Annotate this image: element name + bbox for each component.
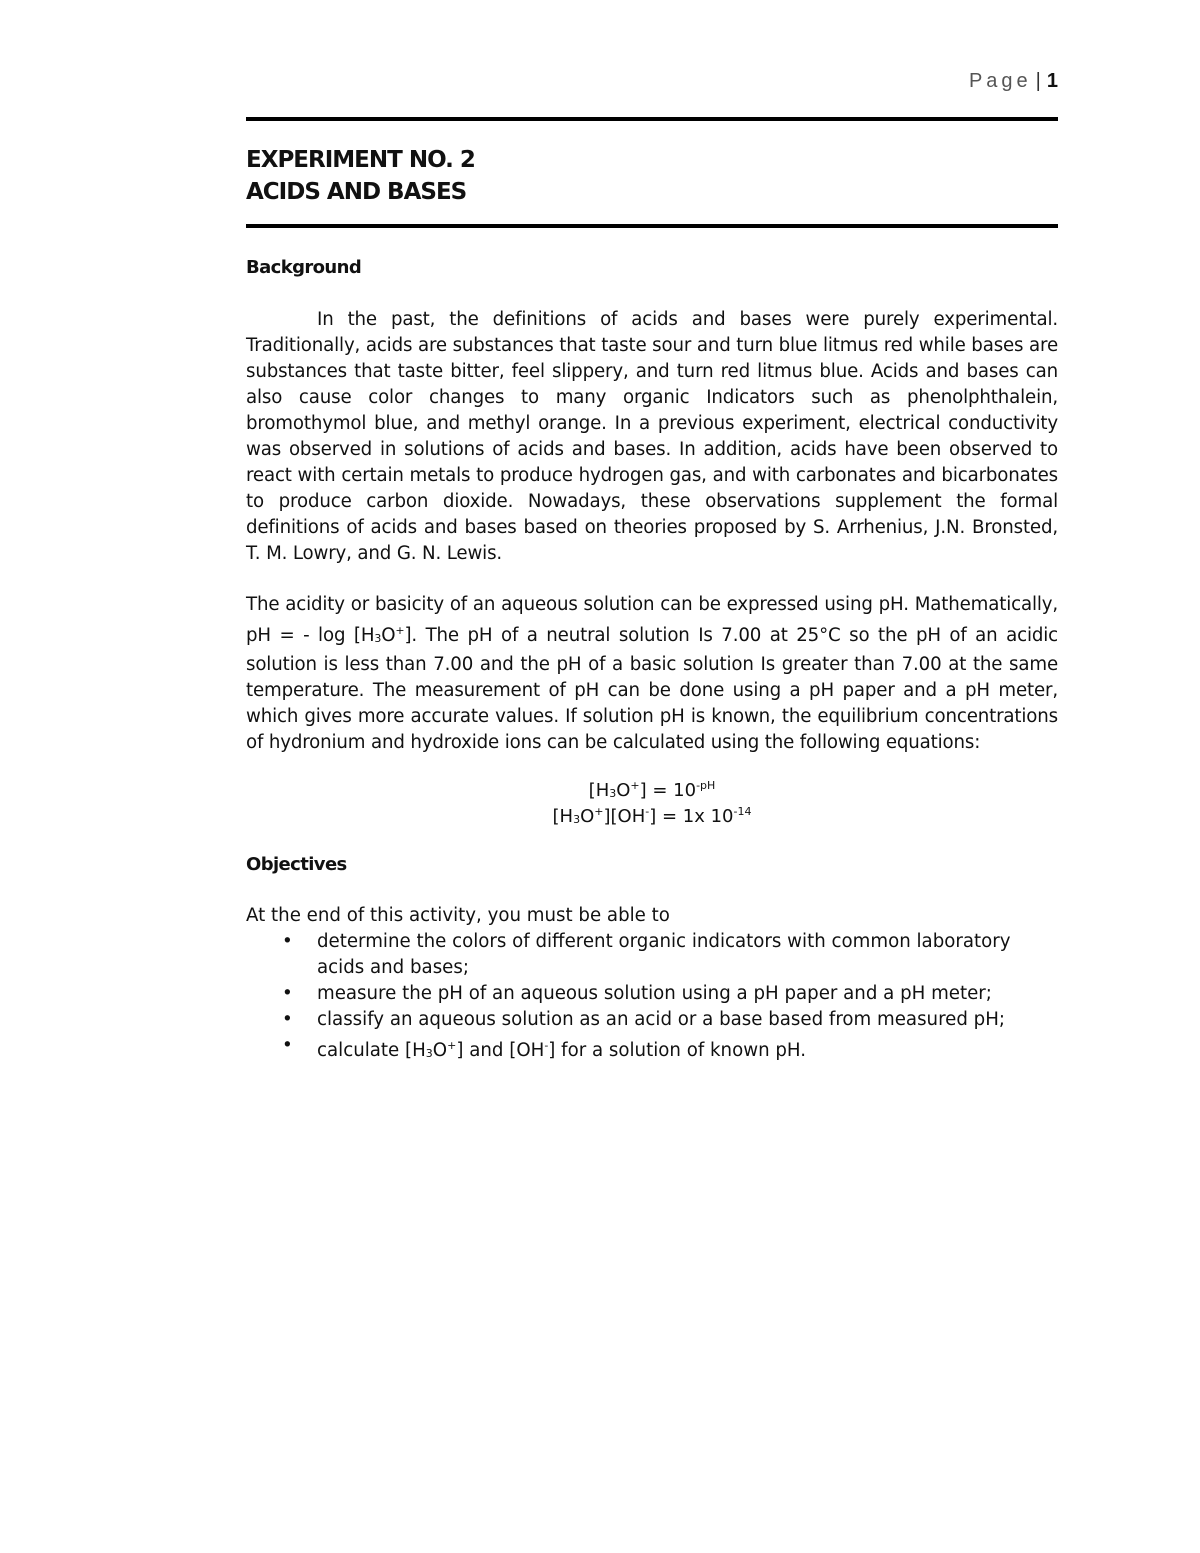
background-heading: Background bbox=[246, 257, 362, 278]
equation-ion-product: $[H_3O^+][OH^-] = 1x$ $10^{-14}$ bbox=[552, 805, 752, 827]
list-item: • determine the colors of different organic indicators with common laboratory acids and bases; bbox=[282, 931, 1011, 978]
title-line-2: ACIDS AND BASES bbox=[246, 179, 467, 205]
objectives-heading: Objectives bbox=[246, 854, 347, 875]
document-title bbox=[246, 144, 475, 208]
background-paragraph-1: In the past, the definitions of acids and bases were purely experimental. Traditionally, acids are substances that taste sour and turn blue litmus red while bases are substances that taste bitter, feel slippery, and turn red litmus blue. Acids and bases can also cause color changes to many organic Indicators such as phenolphthalein, bromothymol blue, and methyl orange. In a previous experiment, electrical conductivity was observed in solutions of acids and bases. In addition, acids have been observed to react with certain metals to produce hydrogen gas, and with carbonates and bicarbonates to produce carbon dioxide. Nowadays, these observations supplement the formal definitions of acids and bases based on theories proposed by S. Arrhenius, J.N. Bronsted, T. M. Lowry, and G. N. Lewis. bbox=[246, 309, 1058, 564]
bullet-icon: • bbox=[282, 1009, 293, 1030]
equation-hydronium: $[H_3O^+] = 10^{-pH}$ bbox=[588, 779, 716, 801]
list-item: • calculate $[H_3O^+]$ and [OH-] for a solution of known pH. bbox=[282, 1035, 807, 1061]
title-line-1: EXPERIMENT NO. 2 bbox=[246, 147, 475, 173]
page-separator: | bbox=[1035, 70, 1041, 92]
page-label: Page bbox=[968, 70, 1032, 92]
background-paragraph-2: The acidity or basicity of an aqueous solution can be expressed using pH. Mathematically, pH = - $\log [H_3O^+]$. The pH of a neutral solution Is 7.00 at 25°C so the pH of an acidic solution is less than 7.00 and the pH of a basic solution Is greater than 7.00 at the same temperature. The measurement of pH can be done using a pH paper and a pH meter, which gives more accurate values. If solution pH is known, the equilibrium concentrations of hydronium and hydroxide ions can be calculated using the following equations: bbox=[246, 594, 1058, 753]
bottom-rule bbox=[246, 224, 1058, 228]
list-item: • classify an aqueous solution as an acid or a base based from measured pH; bbox=[246, 1007, 1058, 1033]
page-number: 1 bbox=[1046, 70, 1058, 92]
top-rule bbox=[246, 117, 1058, 121]
bullet-icon: • bbox=[282, 983, 293, 1004]
page-header bbox=[969, 70, 1058, 93]
list-item: • measure the pH of an aqueous solution using a pH paper and a pH meter; bbox=[246, 981, 1058, 1007]
bullet-icon: • bbox=[282, 931, 293, 952]
bullet-icon: • bbox=[282, 1035, 293, 1056]
objectives-list bbox=[246, 929, 1058, 1067]
objectives-intro: At the end of this activity, you must be able to bbox=[246, 905, 670, 926]
